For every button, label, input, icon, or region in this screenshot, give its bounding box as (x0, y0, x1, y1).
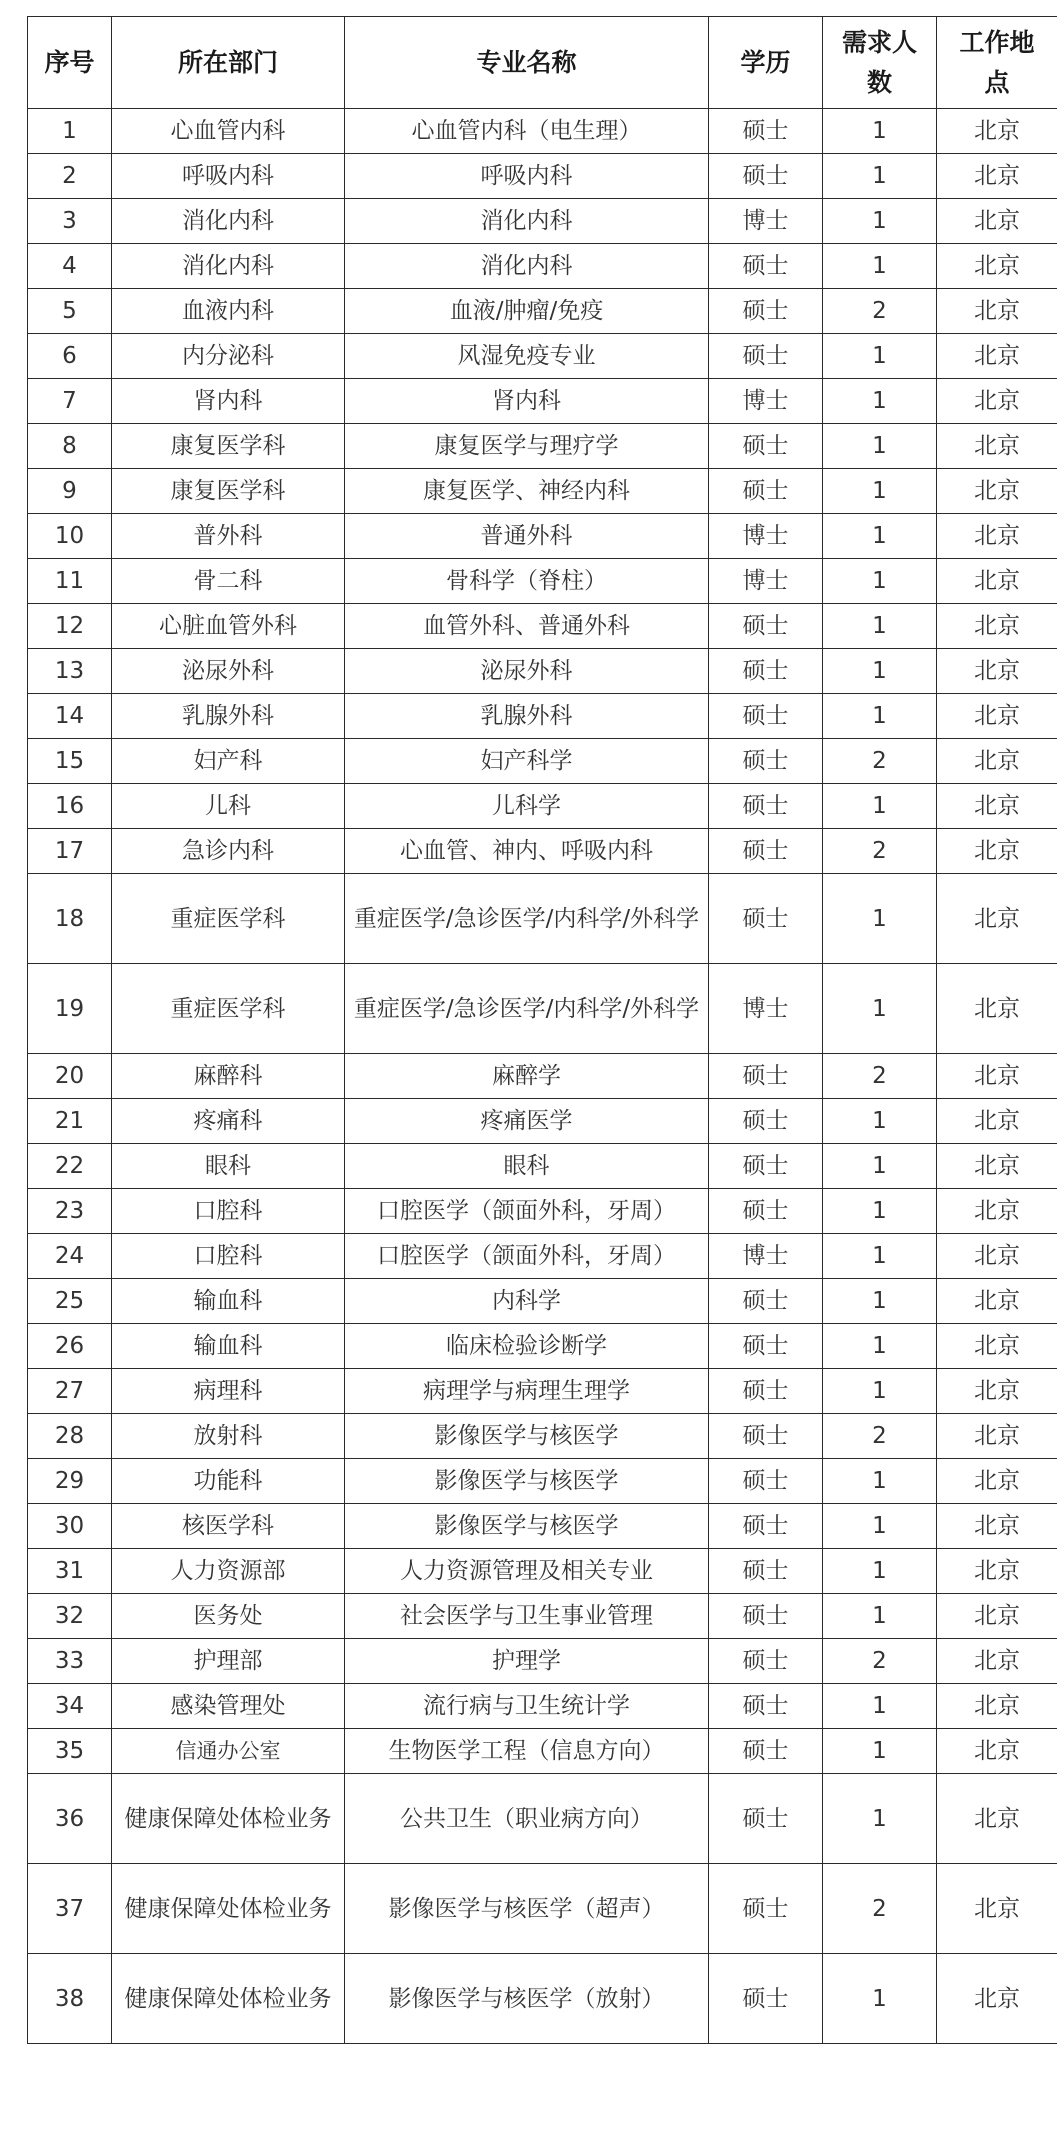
cell-dept: 消化内科 (112, 244, 345, 289)
cell-loc: 北京 (937, 1504, 1057, 1549)
cell-num: 1 (823, 559, 937, 604)
table-row (28, 649, 1057, 694)
table-row (28, 514, 1057, 559)
cell-loc: 北京 (937, 1144, 1057, 1189)
cell-seq: 24 (28, 1234, 112, 1279)
cell-seq: 1 (28, 109, 112, 154)
table-row (28, 1054, 1057, 1099)
cell-num: 1 (823, 1459, 937, 1504)
cell-edu: 硕士 (709, 1279, 823, 1324)
cell-dept: 泌尿外科 (112, 649, 345, 694)
cell-loc: 北京 (937, 154, 1057, 199)
table-row (28, 784, 1057, 829)
cell-edu: 硕士 (709, 829, 823, 874)
cell-edu: 博士 (709, 559, 823, 604)
header-edu: 学历 (709, 17, 823, 109)
cell-edu: 硕士 (709, 1369, 823, 1414)
cell-seq: 29 (28, 1459, 112, 1504)
cell-edu: 硕士 (709, 1639, 823, 1684)
cell-edu: 硕士 (709, 1414, 823, 1459)
table-row (28, 154, 1057, 199)
cell-num: 1 (823, 154, 937, 199)
cell-major: 口腔医学（颌面外科，牙周） (345, 1234, 709, 1279)
cell-dept: 健康保障处体检业务 (112, 1774, 345, 1864)
cell-major: 临床检验诊断学 (345, 1324, 709, 1369)
cell-major: 普通外科 (345, 514, 709, 559)
cell-edu: 硕士 (709, 1954, 823, 2044)
cell-num: 1 (823, 604, 937, 649)
cell-major: 消化内科 (345, 244, 709, 289)
cell-major: 儿科学 (345, 784, 709, 829)
cell-seq: 36 (28, 1774, 112, 1864)
table-row (28, 109, 1057, 154)
cell-num: 1 (823, 1774, 937, 1864)
cell-num: 1 (823, 1144, 937, 1189)
cell-seq: 8 (28, 424, 112, 469)
table-row (28, 1549, 1057, 1594)
cell-num: 1 (823, 514, 937, 559)
cell-dept: 重症医学科 (112, 874, 345, 964)
table-row (28, 424, 1057, 469)
cell-num: 1 (823, 1234, 937, 1279)
cell-seq: 33 (28, 1639, 112, 1684)
cell-num: 1 (823, 694, 937, 739)
cell-major: 血液/肿瘤/免疫 (345, 289, 709, 334)
cell-seq: 30 (28, 1504, 112, 1549)
cell-major: 眼科 (345, 1144, 709, 1189)
cell-loc: 北京 (937, 784, 1057, 829)
header-loc-line1: 工作地 (959, 27, 1035, 57)
cell-edu: 博士 (709, 514, 823, 559)
cell-edu: 硕士 (709, 604, 823, 649)
cell-major: 影像医学与核医学（放射） (345, 1954, 709, 2044)
cell-major: 影像医学与核医学（超声） (345, 1864, 709, 1954)
cell-dept: 乳腺外科 (112, 694, 345, 739)
cell-dept: 核医学科 (112, 1504, 345, 1549)
cell-dept: 疼痛科 (112, 1099, 345, 1144)
cell-major: 影像医学与核医学 (345, 1459, 709, 1504)
cell-seq: 4 (28, 244, 112, 289)
cell-dept: 口腔科 (112, 1189, 345, 1234)
cell-dept: 放射科 (112, 1414, 345, 1459)
table-row (28, 1954, 1057, 2044)
header-row (28, 17, 1057, 109)
cell-num: 1 (823, 1594, 937, 1639)
table-row (28, 1234, 1057, 1279)
cell-major: 麻醉学 (345, 1054, 709, 1099)
cell-major: 妇产科学 (345, 739, 709, 784)
cell-dept: 心血管内科 (112, 109, 345, 154)
header-num (823, 17, 937, 109)
cell-loc: 北京 (937, 1459, 1057, 1504)
cell-loc: 北京 (937, 874, 1057, 964)
cell-loc: 北京 (937, 604, 1057, 649)
table-row (28, 379, 1057, 424)
header-loc-line2: 点 (984, 67, 1010, 97)
cell-num: 1 (823, 379, 937, 424)
cell-seq: 26 (28, 1324, 112, 1369)
cell-edu: 硕士 (709, 1684, 823, 1729)
cell-major: 公共卫生（职业病方向） (345, 1774, 709, 1864)
cell-seq: 17 (28, 829, 112, 874)
cell-loc: 北京 (937, 379, 1057, 424)
cell-num: 1 (823, 964, 937, 1054)
table-row (28, 1774, 1057, 1864)
table-row (28, 1864, 1057, 1954)
cell-edu: 硕士 (709, 244, 823, 289)
cell-dept: 病理科 (112, 1369, 345, 1414)
cell-loc: 北京 (937, 1414, 1057, 1459)
cell-major: 护理学 (345, 1639, 709, 1684)
recruitment-table (27, 16, 1057, 2044)
cell-major: 消化内科 (345, 199, 709, 244)
cell-loc: 北京 (937, 739, 1057, 784)
table-row (28, 1324, 1057, 1369)
cell-seq: 7 (28, 379, 112, 424)
cell-loc: 北京 (937, 1369, 1057, 1414)
cell-major: 生物医学工程（信息方向） (345, 1729, 709, 1774)
table-row (28, 334, 1057, 379)
header-dept: 所在部门 (112, 17, 345, 109)
cell-loc: 北京 (937, 829, 1057, 874)
cell-num: 1 (823, 1684, 937, 1729)
header-seq: 序号 (28, 17, 112, 109)
cell-major: 重症医学/急诊医学/内科学/外科学 (345, 874, 709, 964)
cell-dept: 口腔科 (112, 1234, 345, 1279)
cell-major: 呼吸内科 (345, 154, 709, 199)
cell-major: 康复医学与理疗学 (345, 424, 709, 469)
cell-loc: 北京 (937, 1864, 1057, 1954)
cell-edu: 硕士 (709, 1144, 823, 1189)
cell-edu: 硕士 (709, 739, 823, 784)
cell-dept: 输血科 (112, 1279, 345, 1324)
cell-num: 1 (823, 1954, 937, 2044)
cell-major: 影像医学与核医学 (345, 1504, 709, 1549)
cell-dept: 儿科 (112, 784, 345, 829)
cell-loc: 北京 (937, 1234, 1057, 1279)
table-row (28, 874, 1057, 964)
table-row (28, 739, 1057, 784)
table-body (28, 109, 1057, 2044)
cell-num: 1 (823, 469, 937, 514)
cell-seq: 23 (28, 1189, 112, 1234)
cell-seq: 13 (28, 649, 112, 694)
cell-edu: 硕士 (709, 469, 823, 514)
cell-loc: 北京 (937, 514, 1057, 559)
cell-seq: 22 (28, 1144, 112, 1189)
cell-seq: 27 (28, 1369, 112, 1414)
cell-edu: 硕士 (709, 1504, 823, 1549)
cell-dept: 感染管理处 (112, 1684, 345, 1729)
cell-num: 2 (823, 829, 937, 874)
cell-edu: 硕士 (709, 424, 823, 469)
cell-num: 2 (823, 289, 937, 334)
cell-major: 流行病与卫生统计学 (345, 1684, 709, 1729)
cell-edu: 硕士 (709, 289, 823, 334)
cell-edu: 硕士 (709, 154, 823, 199)
cell-loc: 北京 (937, 1639, 1057, 1684)
header-major: 专业名称 (345, 17, 709, 109)
cell-major: 重症医学/急诊医学/内科学/外科学 (345, 964, 709, 1054)
cell-major: 康复医学、神经内科 (345, 469, 709, 514)
cell-seq: 5 (28, 289, 112, 334)
cell-loc: 北京 (937, 334, 1057, 379)
cell-num: 1 (823, 334, 937, 379)
table-row (28, 1594, 1057, 1639)
cell-edu: 博士 (709, 964, 823, 1054)
cell-major: 肾内科 (345, 379, 709, 424)
header-loc (937, 17, 1057, 109)
cell-major: 疼痛医学 (345, 1099, 709, 1144)
cell-dept: 血液内科 (112, 289, 345, 334)
cell-num: 1 (823, 1369, 937, 1414)
cell-major: 乳腺外科 (345, 694, 709, 739)
table-row (28, 1639, 1057, 1684)
cell-seq: 3 (28, 199, 112, 244)
cell-seq: 38 (28, 1954, 112, 2044)
cell-seq: 16 (28, 784, 112, 829)
cell-num: 1 (823, 874, 937, 964)
cell-seq: 28 (28, 1414, 112, 1459)
cell-loc: 北京 (937, 1774, 1057, 1864)
cell-seq: 34 (28, 1684, 112, 1729)
cell-loc: 北京 (937, 1324, 1057, 1369)
cell-loc: 北京 (937, 199, 1057, 244)
cell-edu: 硕士 (709, 1459, 823, 1504)
cell-dept: 健康保障处体检业务 (112, 1864, 345, 1954)
table-row (28, 1414, 1057, 1459)
cell-edu: 硕士 (709, 874, 823, 964)
cell-dept: 骨二科 (112, 559, 345, 604)
cell-loc: 北京 (937, 1054, 1057, 1099)
cell-num: 1 (823, 424, 937, 469)
cell-edu: 硕士 (709, 694, 823, 739)
cell-loc: 北京 (937, 649, 1057, 694)
table-row (28, 829, 1057, 874)
cell-num: 1 (823, 109, 937, 154)
cell-loc: 北京 (937, 559, 1057, 604)
header-num-line1: 需求人 (841, 27, 917, 57)
cell-major: 泌尿外科 (345, 649, 709, 694)
cell-major: 内科学 (345, 1279, 709, 1324)
cell-edu: 博士 (709, 379, 823, 424)
cell-num: 1 (823, 1549, 937, 1594)
cell-loc: 北京 (937, 1594, 1057, 1639)
cell-seq: 25 (28, 1279, 112, 1324)
cell-num: 1 (823, 244, 937, 289)
cell-edu: 硕士 (709, 109, 823, 154)
cell-seq: 6 (28, 334, 112, 379)
cell-dept: 普外科 (112, 514, 345, 559)
cell-major: 口腔医学（颌面外科，牙周） (345, 1189, 709, 1234)
cell-dept: 急诊内科 (112, 829, 345, 874)
table-row (28, 1189, 1057, 1234)
cell-seq: 10 (28, 514, 112, 559)
cell-edu: 博士 (709, 199, 823, 244)
cell-seq: 32 (28, 1594, 112, 1639)
cell-num: 2 (823, 1414, 937, 1459)
cell-num: 1 (823, 784, 937, 829)
cell-loc: 北京 (937, 1954, 1057, 2044)
cell-major: 骨科学（脊柱） (345, 559, 709, 604)
cell-dept: 功能科 (112, 1459, 345, 1504)
table-row (28, 469, 1057, 514)
cell-dept: 信通办公室 (112, 1729, 345, 1774)
cell-num: 1 (823, 1279, 937, 1324)
cell-loc: 北京 (937, 1549, 1057, 1594)
cell-edu: 硕士 (709, 1324, 823, 1369)
table-row (28, 1459, 1057, 1504)
cell-edu: 硕士 (709, 784, 823, 829)
cell-seq: 19 (28, 964, 112, 1054)
cell-seq: 12 (28, 604, 112, 649)
cell-dept: 重症医学科 (112, 964, 345, 1054)
cell-edu: 硕士 (709, 1864, 823, 1954)
cell-dept: 人力资源部 (112, 1549, 345, 1594)
cell-seq: 15 (28, 739, 112, 784)
cell-major: 影像医学与核医学 (345, 1414, 709, 1459)
cell-num: 1 (823, 1504, 937, 1549)
cell-loc: 北京 (937, 694, 1057, 739)
table-row (28, 199, 1057, 244)
cell-major: 社会医学与卫生事业管理 (345, 1594, 709, 1639)
cell-edu: 硕士 (709, 1099, 823, 1144)
cell-dept: 眼科 (112, 1144, 345, 1189)
cell-dept: 健康保障处体检业务 (112, 1954, 345, 2044)
cell-major: 血管外科、普通外科 (345, 604, 709, 649)
table-row (28, 559, 1057, 604)
table-row (28, 694, 1057, 739)
table-row (28, 1504, 1057, 1549)
table-row (28, 1369, 1057, 1414)
cell-loc: 北京 (937, 289, 1057, 334)
cell-loc: 北京 (937, 1189, 1057, 1234)
cell-dept: 妇产科 (112, 739, 345, 784)
cell-seq: 14 (28, 694, 112, 739)
cell-num: 1 (823, 199, 937, 244)
cell-loc: 北京 (937, 964, 1057, 1054)
cell-num: 2 (823, 1864, 937, 1954)
cell-dept: 肾内科 (112, 379, 345, 424)
table-row (28, 1729, 1057, 1774)
cell-num: 1 (823, 1324, 937, 1369)
header-num-line2: 数 (866, 67, 892, 97)
cell-edu: 硕士 (709, 1189, 823, 1234)
table-row (28, 964, 1057, 1054)
cell-seq: 18 (28, 874, 112, 964)
cell-loc: 北京 (937, 1729, 1057, 1774)
cell-seq: 11 (28, 559, 112, 604)
cell-loc: 北京 (937, 469, 1057, 514)
cell-num: 1 (823, 1729, 937, 1774)
cell-major: 人力资源管理及相关专业 (345, 1549, 709, 1594)
cell-dept: 输血科 (112, 1324, 345, 1369)
table-row (28, 1279, 1057, 1324)
cell-num: 2 (823, 1054, 937, 1099)
cell-num: 1 (823, 1099, 937, 1144)
cell-dept: 心脏血管外科 (112, 604, 345, 649)
cell-num: 2 (823, 739, 937, 784)
cell-dept: 康复医学科 (112, 424, 345, 469)
cell-loc: 北京 (937, 424, 1057, 469)
cell-dept: 呼吸内科 (112, 154, 345, 199)
cell-loc: 北京 (937, 109, 1057, 154)
table-row (28, 244, 1057, 289)
cell-loc: 北京 (937, 1684, 1057, 1729)
cell-edu: 硕士 (709, 1549, 823, 1594)
cell-seq: 21 (28, 1099, 112, 1144)
cell-seq: 9 (28, 469, 112, 514)
cell-seq: 20 (28, 1054, 112, 1099)
cell-major: 风湿免疫专业 (345, 334, 709, 379)
cell-seq: 35 (28, 1729, 112, 1774)
cell-dept: 消化内科 (112, 199, 345, 244)
cell-loc: 北京 (937, 1099, 1057, 1144)
cell-num: 1 (823, 649, 937, 694)
cell-dept: 护理部 (112, 1639, 345, 1684)
cell-edu: 硕士 (709, 1774, 823, 1864)
cell-num: 2 (823, 1639, 937, 1684)
cell-seq: 2 (28, 154, 112, 199)
cell-loc: 北京 (937, 244, 1057, 289)
table-row (28, 1144, 1057, 1189)
cell-major: 病理学与病理生理学 (345, 1369, 709, 1414)
cell-edu: 硕士 (709, 1054, 823, 1099)
table-row (28, 289, 1057, 334)
cell-loc: 北京 (937, 1279, 1057, 1324)
table-row (28, 1684, 1057, 1729)
cell-edu: 硕士 (709, 334, 823, 379)
cell-dept: 医务处 (112, 1594, 345, 1639)
cell-seq: 31 (28, 1549, 112, 1594)
cell-edu: 硕士 (709, 1594, 823, 1639)
cell-edu: 博士 (709, 1234, 823, 1279)
cell-edu: 硕士 (709, 1729, 823, 1774)
cell-major: 心血管、神内、呼吸内科 (345, 829, 709, 874)
cell-dept: 麻醉科 (112, 1054, 345, 1099)
cell-num: 1 (823, 1189, 937, 1234)
table-row (28, 1099, 1057, 1144)
cell-dept: 康复医学科 (112, 469, 345, 514)
cell-dept: 内分泌科 (112, 334, 345, 379)
table-row (28, 604, 1057, 649)
cell-edu: 硕士 (709, 649, 823, 694)
cell-seq: 37 (28, 1864, 112, 1954)
cell-major: 心血管内科（电生理） (345, 109, 709, 154)
